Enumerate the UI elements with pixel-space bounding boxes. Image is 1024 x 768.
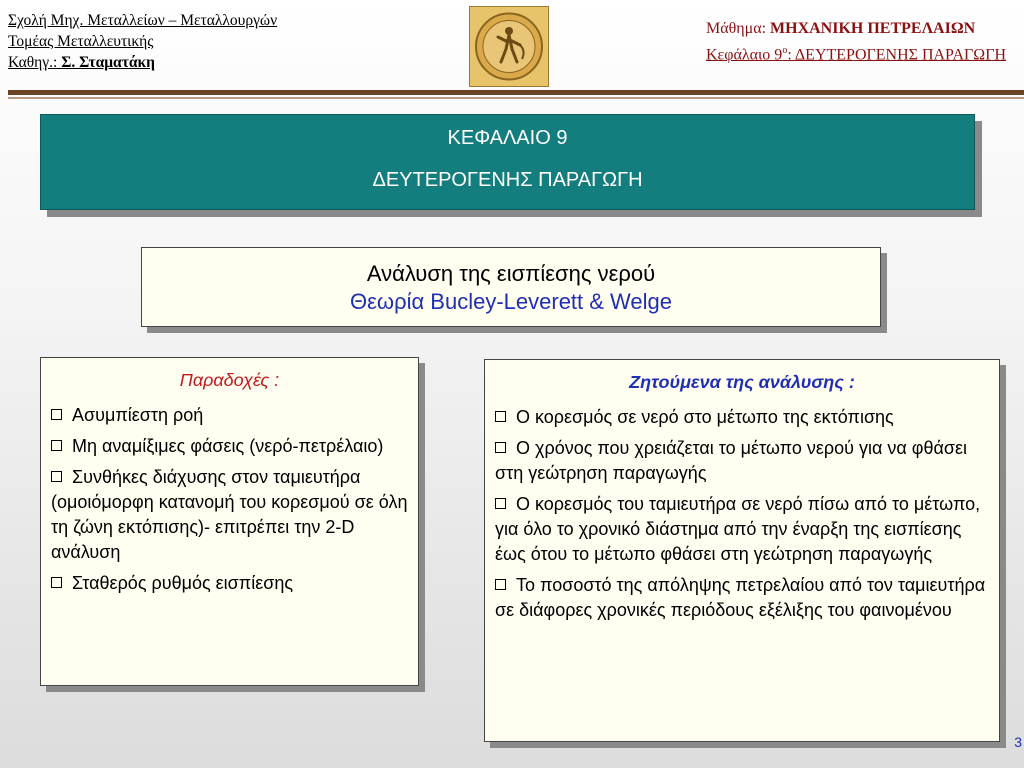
list-item (495, 573, 989, 623)
checkbox-bullet-icon (51, 440, 62, 451)
checkbox-bullet-icon (51, 471, 62, 482)
assumption-text: Ασυμπίεστη ροή (72, 405, 204, 425)
checkbox-bullet-icon (495, 498, 506, 509)
list-item (495, 405, 989, 430)
assumption-text: Μη αναμίξιμες φάσεις (νερό-πετρέλαιο) (72, 436, 384, 456)
objective-text: Το ποσοστό της απόληψης πετρελαίου από τον ταμιευτήρα σε διάφορες χρονικές περιόδους εξέλιξης του φαινομένου (495, 575, 986, 620)
university-logo (469, 6, 549, 87)
checkbox-bullet-icon (495, 579, 506, 590)
checkbox-bullet-icon (51, 577, 62, 588)
course-line (706, 18, 1006, 40)
checkbox-bullet-icon (495, 442, 506, 453)
header-course (706, 18, 1006, 66)
professor-name: Σ. Σταματάκη (61, 54, 155, 71)
list-item (51, 403, 408, 428)
header-institution (8, 10, 277, 73)
course-name: ΜΗΧΑΝΙΚΗ ΠΕΤΡΕΛΑΙΩΝ (770, 20, 976, 37)
assumptions-panel (40, 357, 419, 686)
seal-icon (470, 7, 548, 86)
assumption-text: Σταθερός ρυθμός εισπίεσης (72, 573, 294, 593)
list-item (51, 434, 408, 459)
chapter-title: ΚΕΦΑΛΑΙΟ 9 (447, 127, 568, 149)
list-item (51, 465, 408, 565)
objectives-panel (484, 359, 1000, 742)
chapter-title-box (40, 114, 975, 210)
list-item (51, 571, 408, 596)
header-divider (8, 90, 1024, 95)
header-divider-thin (8, 97, 1024, 99)
chapter-prefix: Κεφάλαιο 9 (705, 46, 783, 64)
chapter-subtitle: ΔΕΥΤΕΡΟΓΕΝΗΣ ΠΑΡΑΓΩΓΗ (372, 169, 643, 191)
assumption-text: Συνθήκες διάχυσης στον ταμιευτήρα (ομοιόμορφη κατανομή του κορεσμού σε όλη τη ζώνη εκτόπισης)- επιτρέπει την 2-D ανάλυση (51, 467, 408, 562)
topic-theory: Θεωρία Bucley-Leverett & Welge (349, 289, 673, 314)
list-item (495, 436, 989, 486)
checkbox-bullet-icon (51, 409, 62, 420)
chapter-line (706, 40, 1006, 66)
page-number: 3 (1014, 734, 1022, 750)
objectives-title: Ζητούμενα της ανάλυσης : (629, 372, 855, 392)
chapter-sup: ο (782, 45, 788, 56)
school-name: Σχολή Μηχ. Μεταλλείων – Μεταλλουργών (8, 12, 278, 29)
list-item (495, 492, 989, 567)
topic-box (141, 247, 881, 327)
topic-title: Ανάλυση της εισπίεσης νερού (366, 261, 656, 286)
objective-text: Ο κορεσμός σε νερό στο μέτωπο της εκτόπισης (516, 407, 894, 427)
objective-text: Ο χρόνος που χρειάζεται το μέτωπο νερού για να φθάσει στη γεώτρηση παραγωγής (495, 438, 967, 483)
course-prefix: Μάθημα: (705, 20, 771, 37)
checkbox-bullet-icon (495, 411, 506, 422)
chapter-suffix: : ΔΕΥΤΕΡΟΓΕΝΗΣ ΠΑΡΑΓΩΓΗ (787, 46, 1006, 64)
assumptions-title: Παραδοχές : (179, 370, 280, 390)
objective-text: Ο κορεσμός του ταμιευτήρα σε νερό πίσω από το μέτωπο, για όλο το χρονικό διάστημα από την έναρξη της εισπίεσης έως ότου το μέτωπο φθάσει στη γεώτρηση παραγωγής (495, 494, 981, 564)
professor-line (8, 52, 277, 73)
department-name: Τομέας Μεταλλευτικής (8, 33, 154, 50)
professor-prefix: Καθηγ.: (8, 54, 62, 71)
